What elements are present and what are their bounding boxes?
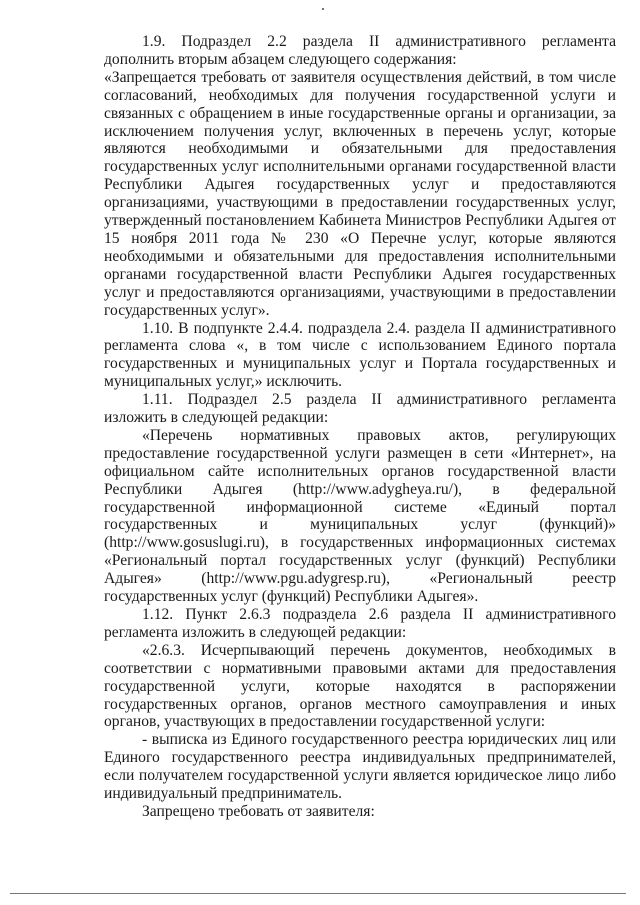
scan-speck bbox=[322, 8, 324, 10]
paragraph-1-9: 1.9. Подраздел 2.2 раздела II административного регламента дополнить вторым абзацем следующего содержания: bbox=[104, 33, 616, 68]
document-body bbox=[104, 33, 616, 821]
paragraph-extract-item: - выписка из Единого государственного реестра юридических лиц или Единого государственного реестра индивидуальных предпринимателей, если получателем государственной услуги является юридическое лицо либо индивидуальный предприниматель. bbox=[104, 731, 616, 803]
paragraph-1-12: 1.12. Пункт 2.6.3 подраздела 2.6 раздела II административного регламента изложить в следующей редакции: bbox=[104, 606, 616, 641]
paragraph-1-10: 1.10. В подпункте 2.4.4. подраздела 2.4. раздела II административного регламента слова «, в том числе с использованием Единого портала государственных и муниципальных услуг и Портала государственных и муниципальных услуг,» исключить. bbox=[104, 319, 616, 391]
paragraph-1-11-quote: «Перечень нормативных правовых актов, регулирующих предоставление государственной услуги размещен в сети «Интернет», на официальном сайте исполнительных органов государственной власти Республики Адыгея (http://www.adygheya.ru/), в федеральной государственной информационной системе «Единый портал государственных и муниципальных услуг (функций)» (http://www.gosuslugi.ru), в государственных информационных системах «Региональный портал государственных услуг (функций) Республики Адыгея» (http://www.pgu.adygresp.ru), «Региональный реестр государственных услуг (функций) Республики Адыгея». bbox=[104, 426, 616, 606]
paragraph-1-11: 1.11. Подраздел 2.5 раздела II административного регламента изложить в следующей редакции: bbox=[104, 391, 616, 427]
paragraph-1-9-quote: «Запрещается требовать от заявителя осуществления действий, в том числе согласований, необходимых для получения государственной услуги и связанных с обращением в иные государственные органы и организации, за исключением получения услуг, включенных в перечень услуг, которые являются необходимыми и обязательными для предоставления государственных услуг исполнительными органами государственной власти Республики Адыгея государственных услуг и предоставляются организациями, участвующими в предоставлении государственных услуг, утвержденный постановлением Кабинета Министров Республики Адыгея от 15 ноября 2011 года № 230 «О Перечне услуг, которые являются необходимыми и обязательными для предоставления исполнительными органами государственной власти Республики Адыгея государственных услуг и предоставляются организациями, участвующими в предоставлении государственных услуг». bbox=[104, 68, 616, 319]
paragraph-2-6-3: «2.6.3. Исчерпывающий перечень документов, необходимых в соответствии с нормативными правовыми актами для предоставления государственной услуги, которые находятся в распоряжении государственных органов, органов местного самоуправления и иных органов, участвующих в предоставлении государственной услуги: bbox=[104, 641, 616, 731]
paragraph-prohibited: Запрещено требовать от заявителя: bbox=[142, 802, 375, 820]
bottom-scan-line bbox=[10, 893, 626, 894]
